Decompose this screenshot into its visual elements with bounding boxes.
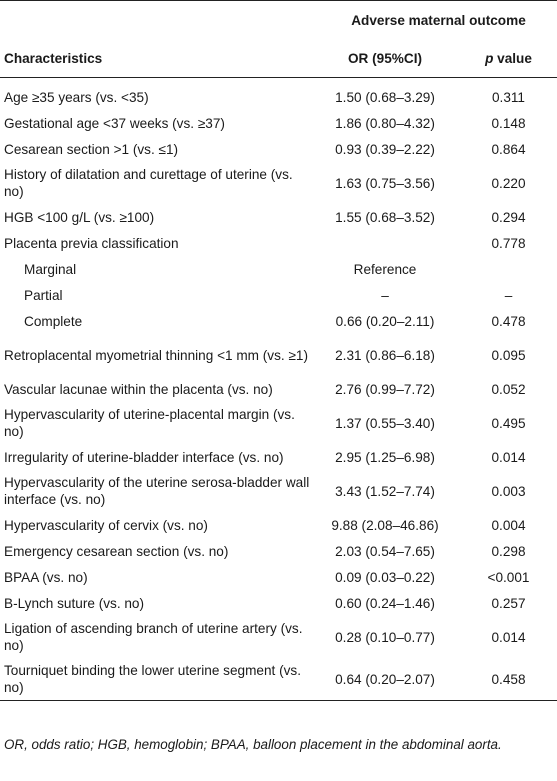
header-row-group (0, 1, 557, 40)
row-or: 1.50 (0.68–3.29) (335, 89, 435, 105)
row-p: 0.458 (491, 671, 526, 687)
row-label: B-Lynch suture (vs. no) (4, 595, 145, 611)
table-row (0, 162, 557, 204)
row-label: Emergency cesarean section (vs. no) (4, 543, 229, 559)
row-or: 1.86 (0.80–4.32) (335, 115, 435, 131)
row-label: Marginal (24, 261, 77, 277)
p-italic: p (485, 50, 494, 66)
row-p: 0.864 (491, 141, 526, 157)
row-label: Gestational age <37 weeks (vs. ≥37) (4, 115, 225, 131)
row-or (310, 230, 460, 256)
row-label: Irregularity of uterine-bladder interface (vs. no) (4, 449, 284, 465)
row-or: 2.95 (1.25–6.98) (335, 449, 435, 465)
row-p (460, 256, 557, 282)
row-or: 3.43 (1.52–7.74) (335, 483, 435, 499)
row-label: History of dilatation and curettage of uterine (vs. no) (4, 167, 293, 199)
row-label: Hypervascularity of uterine-placental margin (vs. no) (4, 407, 295, 439)
row-label: Ligation of ascending branch of uterine artery (vs. no) (4, 621, 303, 653)
row-or: 0.93 (0.39–2.22) (335, 141, 435, 157)
row-p: 0.004 (491, 517, 526, 533)
row-p: 0.052 (491, 381, 526, 397)
characteristics-header: Characteristics (4, 50, 103, 66)
table-row (0, 616, 557, 658)
row-label: Cesarean section >1 (vs. ≤1) (4, 141, 179, 157)
row-label: Retroplacental myometrial thinning <1 mm (vs. ≥1) (4, 347, 308, 363)
row-or: 1.55 (0.68–3.52) (335, 209, 435, 225)
p-value-word: value (493, 50, 532, 66)
row-or: – (381, 287, 389, 303)
or-header: OR (95%CI) (347, 50, 423, 66)
row-p: 0.014 (491, 449, 526, 465)
row-p: <0.001 (487, 569, 530, 585)
row-p: 0.095 (491, 347, 526, 363)
row-label: Tourniquet binding the lower uterine segment (vs. no) (4, 663, 301, 695)
row-or: 2.03 (0.54–7.65) (335, 543, 435, 559)
row-label: Complete (24, 313, 83, 329)
row-label: Hypervascularity of cervix (vs. no) (4, 517, 208, 533)
header-row-columns (0, 39, 557, 78)
row-label: HGB <100 g/L (vs. ≥100) (4, 209, 155, 225)
row-p: 0.257 (491, 595, 526, 611)
table-row (0, 538, 557, 564)
row-or: 2.76 (0.99–7.72) (335, 381, 435, 397)
row-or: 0.28 (0.10–0.77) (335, 629, 435, 645)
row-label: Age ≥35 years (vs. <35) (4, 89, 149, 105)
row-label: Vascular lacunae within the placenta (vs. no) (4, 381, 273, 397)
row-label: Placenta previa classification (4, 235, 179, 251)
table-row (0, 512, 557, 538)
row-or: 0.66 (0.20–2.11) (335, 313, 435, 329)
row-p: 0.294 (491, 209, 526, 225)
row-p: 0.220 (491, 175, 526, 191)
outcome-group-header: Adverse maternal outcome (351, 12, 526, 28)
row-p: – (504, 287, 513, 303)
header-empty-cell (0, 1, 310, 40)
p-value-header (460, 39, 557, 78)
row-or: 1.37 (0.55–3.40) (335, 415, 435, 431)
row-p: 0.014 (491, 629, 526, 645)
table-row (0, 376, 557, 402)
table-row (0, 282, 557, 308)
row-or: 9.88 (2.08–46.86) (331, 517, 439, 533)
row-or: 0.60 (0.24–1.46) (335, 595, 435, 611)
row-p: 0.003 (491, 483, 526, 499)
table-row (0, 256, 557, 282)
row-or: 0.64 (0.20–2.07) (335, 671, 435, 687)
row-p: 0.311 (491, 89, 525, 105)
table-row (0, 444, 557, 470)
row-or: Reference (353, 261, 417, 277)
table-footnote: OR, odds ratio; HGB, hemoglobin; BPAA, balloon placement in the abdominal aorta. (4, 737, 502, 752)
table-row (0, 334, 557, 376)
row-or: 1.63 (0.75–3.56) (335, 175, 435, 191)
row-p: 0.778 (491, 235, 526, 251)
table-row (0, 470, 557, 512)
row-label: Hypervascularity of the uterine serosa-bladder wall interface (vs. no) (4, 475, 310, 507)
table-row (0, 402, 557, 444)
table-row (0, 590, 557, 616)
row-label: Partial (24, 287, 63, 303)
table-row (0, 110, 557, 136)
row-label: BPAA (vs. no) (4, 569, 88, 585)
row-p: 0.495 (491, 415, 526, 431)
table-row (0, 658, 557, 701)
row-p: 0.298 (491, 543, 526, 559)
row-p: 0.148 (491, 115, 526, 131)
table-row (0, 78, 557, 111)
row-or: 0.09 (0.03–0.22) (335, 569, 435, 585)
table-row (0, 204, 557, 230)
table-row (0, 564, 557, 590)
row-p: 0.478 (491, 313, 526, 329)
table-row (0, 230, 557, 256)
row-or: 2.31 (0.86–6.18) (335, 347, 435, 363)
table-row (0, 136, 557, 162)
table-row (0, 308, 557, 334)
